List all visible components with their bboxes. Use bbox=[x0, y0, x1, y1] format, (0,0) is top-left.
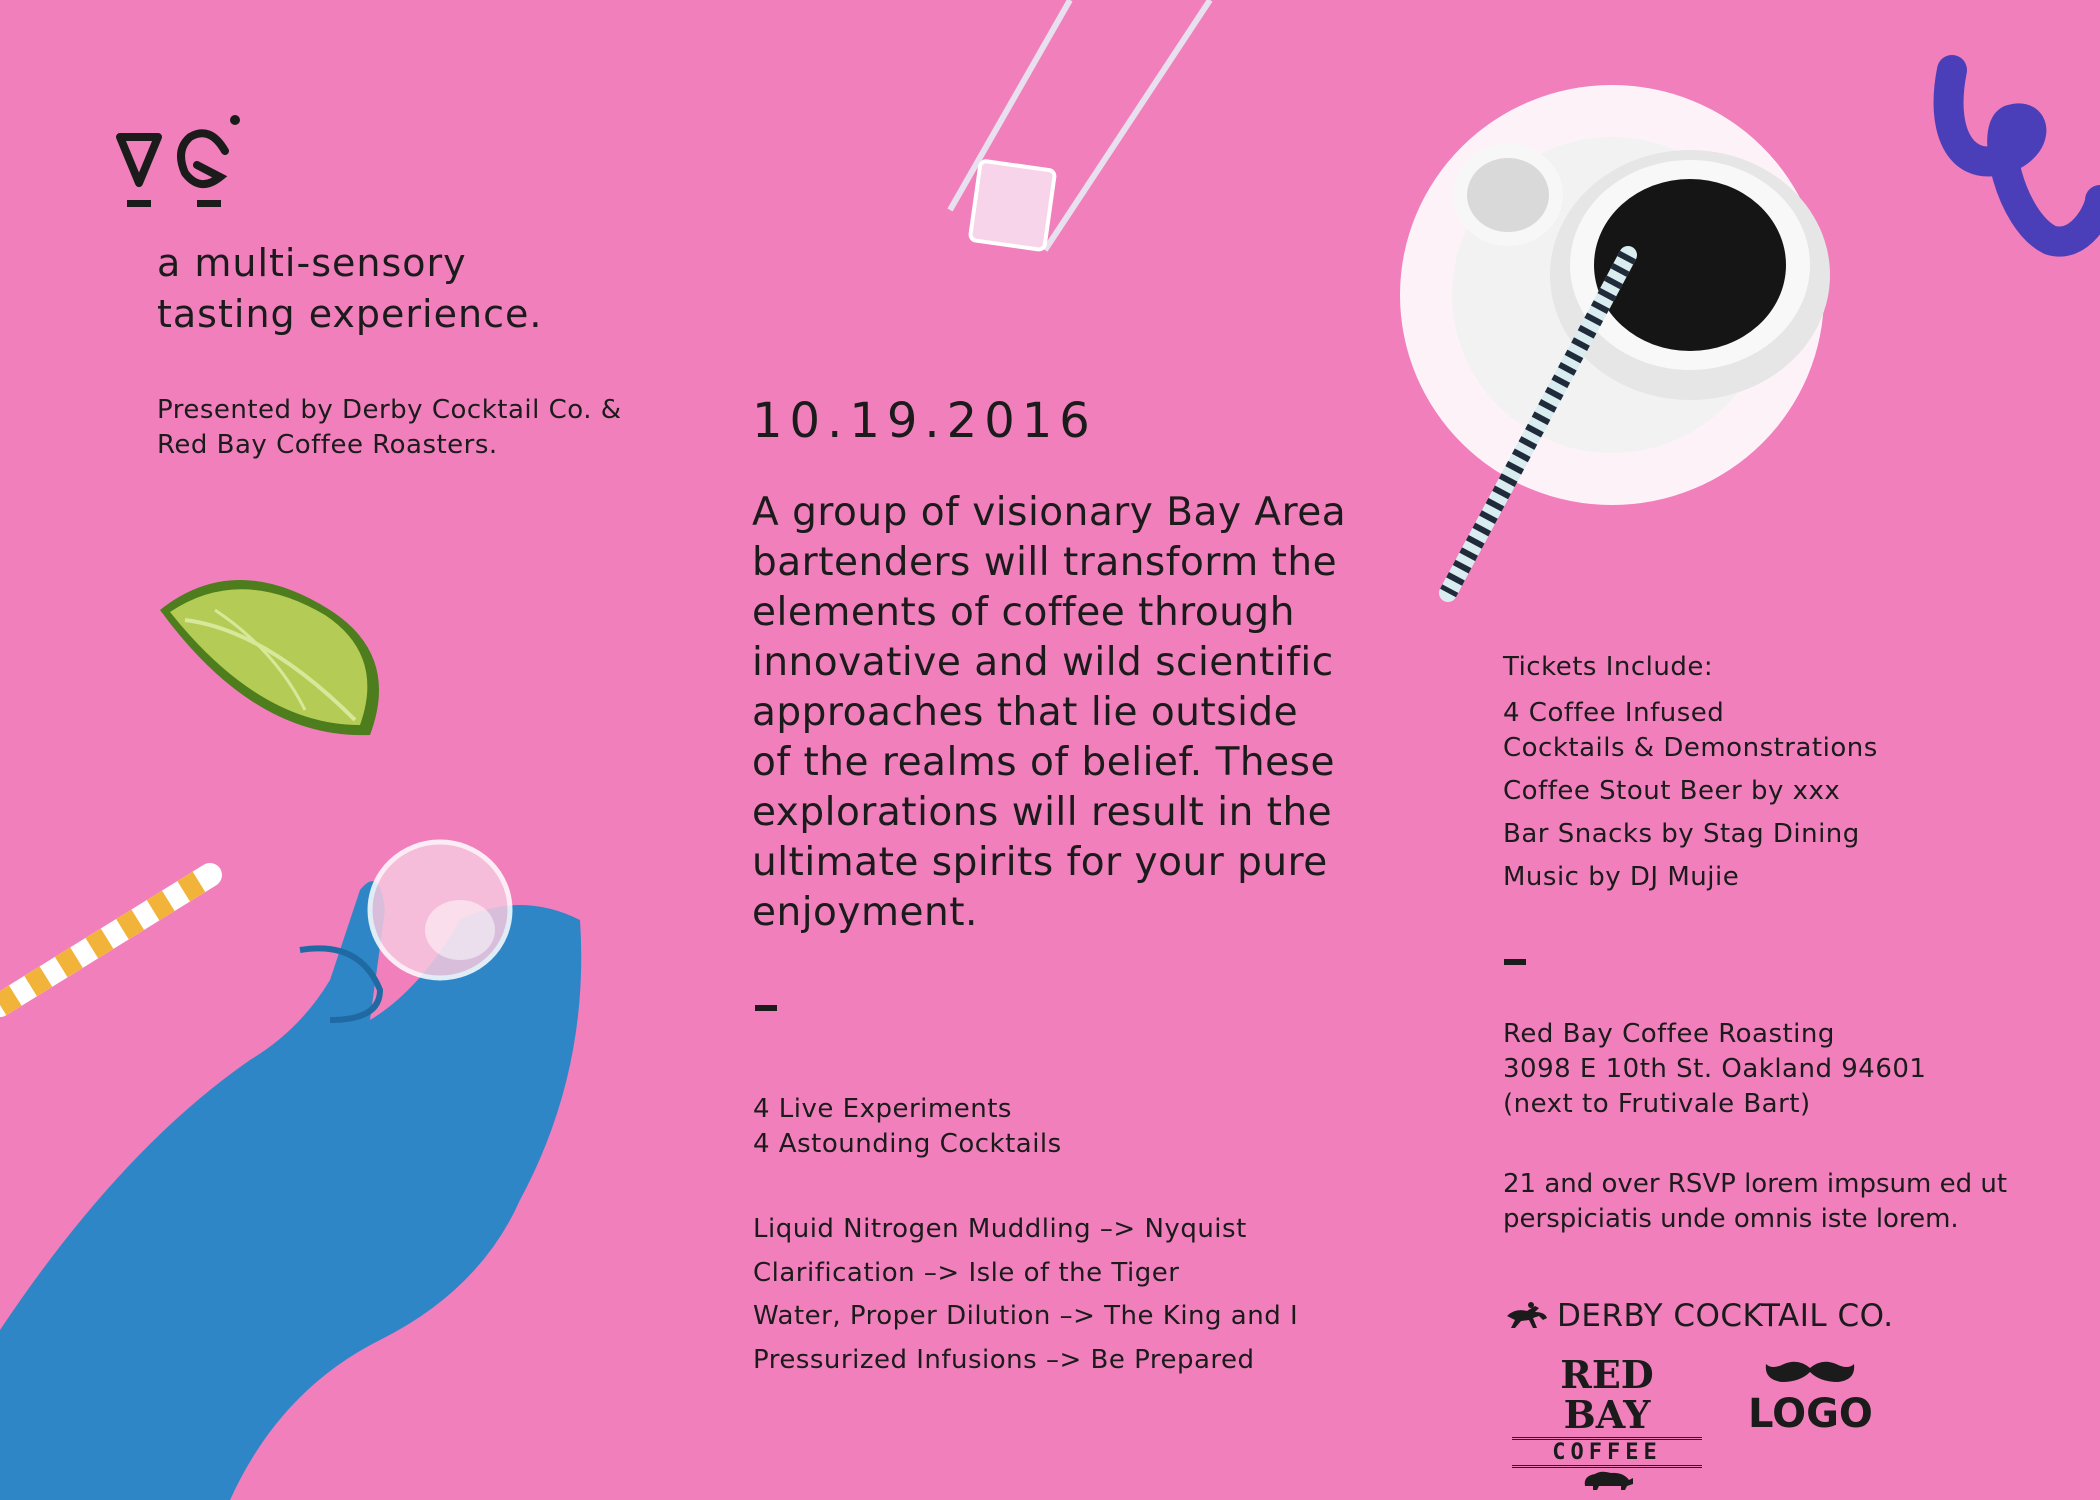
list-item: 4 Coffee Infused Cocktails & Demonstrations bbox=[1503, 698, 1878, 763]
partner-logo: LOGO bbox=[1748, 1358, 1873, 1436]
list-item: Pressurized Infusions –> Be Prepared bbox=[753, 1344, 1255, 1375]
bear-icon bbox=[1577, 1468, 1637, 1490]
tweezers-ice-cube-image bbox=[930, 0, 1230, 300]
tickets-heading: Tickets Include: bbox=[1503, 652, 1714, 682]
purple-coil-image bbox=[1930, 50, 2100, 270]
rsvp-info: 21 and over RSVP lorem impsum ed ut perspiciatis unde omnis iste lorem. bbox=[1503, 1169, 2008, 1234]
list-item: Music by DJ Mujie bbox=[1503, 862, 1740, 892]
event-date: 10.19.2016 bbox=[752, 393, 1097, 449]
tickets-list bbox=[1503, 696, 1878, 903]
lime-wedge-image bbox=[155, 570, 395, 745]
demonstration-list bbox=[753, 1208, 1298, 1382]
tagline: a multi-sensory tasting experience. bbox=[157, 241, 543, 336]
venue-address: Red Bay Coffee Roasting 3098 E 10th St. Oakland 94601 (next to Frutivale Bart) bbox=[1503, 1019, 1927, 1119]
mustache-icon bbox=[1762, 1358, 1858, 1388]
derby-cocktail-logo: DERBY COCKTAIL CO. bbox=[1505, 1298, 1894, 1334]
list-item: 4 Live Experiments bbox=[753, 1094, 1012, 1124]
divider-dash bbox=[1504, 959, 1526, 965]
list-item: Coffee Stout Beer by xxx bbox=[1503, 776, 1841, 806]
list-item: Liquid Nitrogen Muddling –> Nyquist bbox=[753, 1214, 1247, 1244]
red-bay-coffee-logo: RED BAY COFFEE bbox=[1512, 1355, 1702, 1494]
list-item: Water, Proper Dilution –> The King and I bbox=[753, 1301, 1299, 1331]
event-logo-icon bbox=[115, 115, 245, 215]
experience-summary bbox=[753, 1092, 1062, 1162]
list-item: 4 Astounding Cocktails bbox=[753, 1129, 1062, 1159]
coffee-cup-image bbox=[1390, 85, 1840, 615]
list-item: Clarification –> Isle of the Tiger bbox=[753, 1257, 1180, 1288]
blue-hand-with-glass-image bbox=[0, 820, 600, 1500]
horse-jockey-icon bbox=[1505, 1302, 1549, 1330]
event-description: A group of visionary Bay Area bartenders will transform the elements of coffee through innovative and wild scientific approaches that lie outside of the realms of belief. These explorations will result in the ultimate spirits for your pure enjoyment. bbox=[752, 490, 1347, 935]
presented-by: Presented by Derby Cocktail Co. & Red Bay Coffee Roasters. bbox=[157, 395, 622, 460]
divider-dash bbox=[755, 1005, 777, 1011]
list-item: Bar Snacks by Stag Dining bbox=[1503, 819, 1860, 849]
